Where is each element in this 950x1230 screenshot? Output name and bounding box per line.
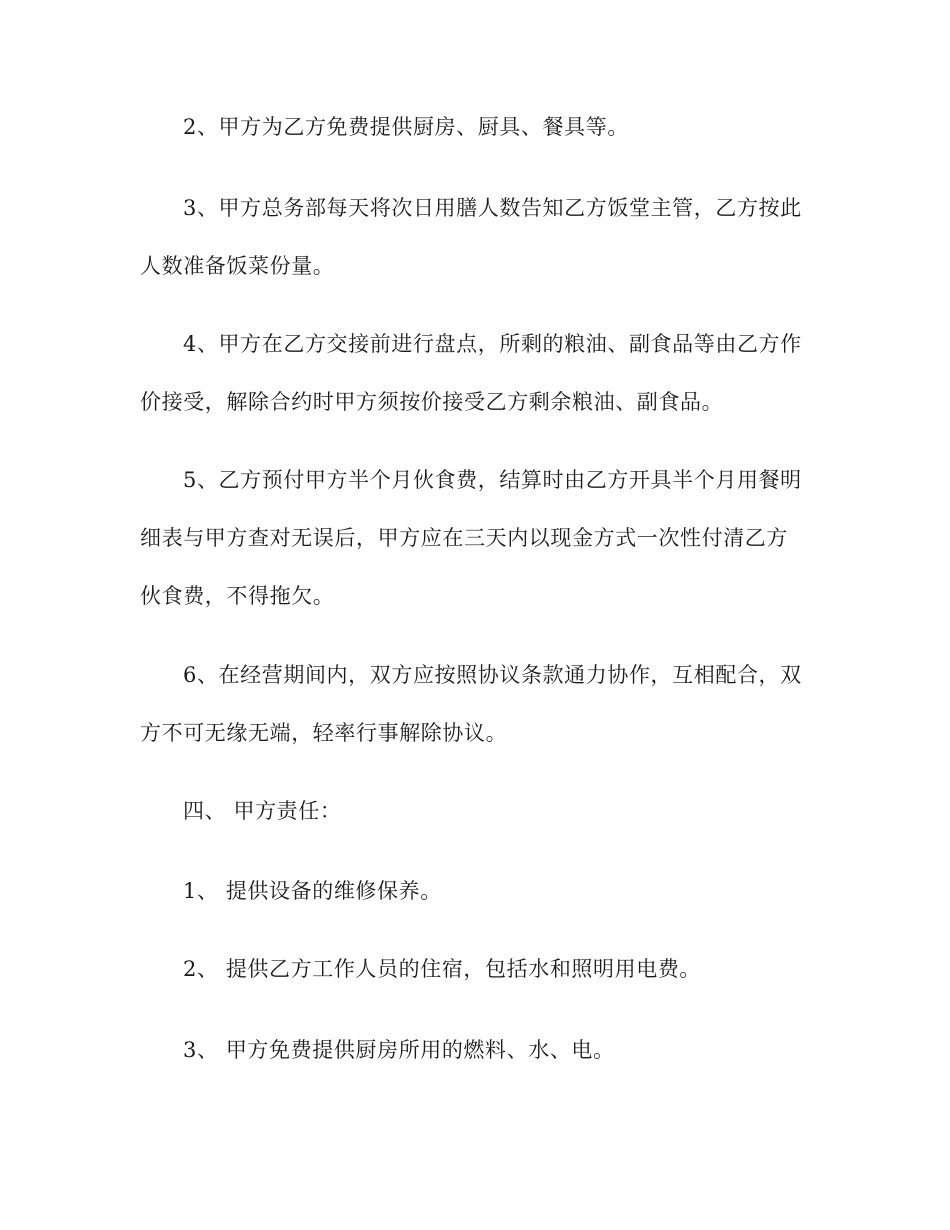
clause-2-kitchen: 2、甲方为乙方免费提供厨房、厨具、餐具等。 — [183, 115, 629, 139]
clause-3-line-1: 3、甲方总务部每天将次日用膳人数告知乙方饭堂主管，乙方按此 — [183, 196, 802, 220]
clause-6-line-1: 6、在经营期间内，双方应按照协议条款通力协作，互相配合，双 — [183, 663, 802, 687]
clause-5-line-3: 伙食费，不得拖欠。 — [140, 584, 335, 608]
clause-5-line-2: 细表与甲方查对无误后，甲方应在三天内以现金方式一次性付清乙方 — [140, 526, 788, 550]
section-heading-party-a-responsibilities: 四、 甲方责任： — [183, 799, 342, 823]
clause-3-line-2: 人数准备饭菜份量。 — [140, 254, 335, 278]
responsibility-3: 3、 甲方免费提供厨房所用的燃料、水、电。 — [183, 1038, 615, 1062]
responsibility-1: 1、 提供设备的维修保养。 — [183, 879, 442, 903]
responsibility-2: 2、 提供乙方工作人员的住宿，包括水和照明用电费。 — [183, 957, 702, 981]
clause-6-line-2: 方不可无缘无端，轻率行事解除协议。 — [140, 721, 508, 745]
clause-4-line-2: 价接受，解除合约时甲方须按价接受乙方剩余粮油、副食品。 — [140, 390, 724, 414]
clause-4-line-1: 4、甲方在乙方交接前进行盘点，所剩的粮油、副食品等由乙方作 — [183, 332, 802, 356]
clause-5-line-1: 5、乙方预付甲方半个月伙食费，结算时由乙方开具半个月用餐明 — [183, 468, 802, 492]
